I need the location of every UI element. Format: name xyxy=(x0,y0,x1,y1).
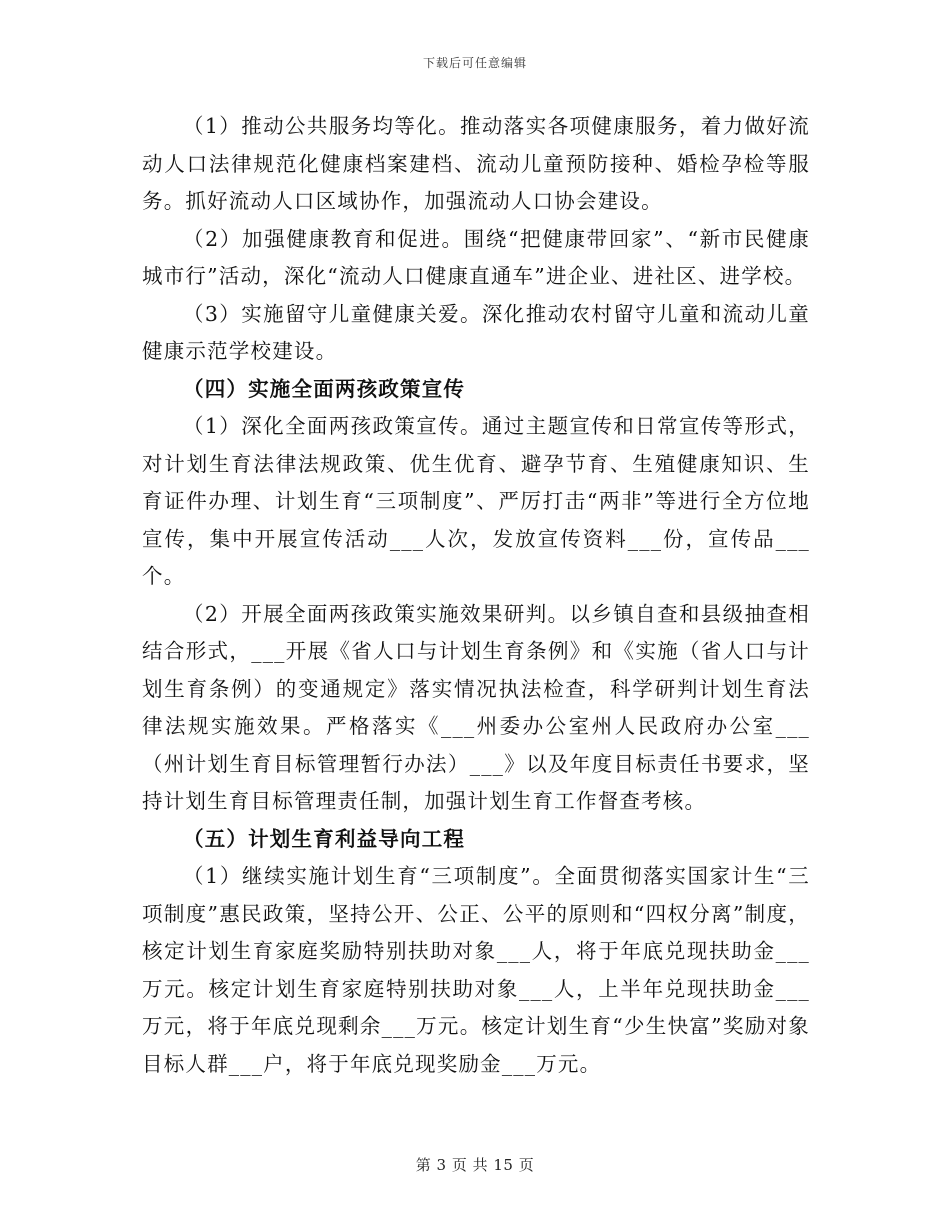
paragraph-public-services: （1）推动公共服务均等化。推动落实各项健康服务，着力做好流动人口法律规范化健康档案建档、流动儿童预防接种、婚检孕检等服务。抓好流动人口区域协作，加强流动人口协会建设。 xyxy=(142,114,810,213)
paragraph-left-behind-children: （3）实施留守儿童健康关爱。深化推动农村留守儿童和流动儿童健康示范学校建设。 xyxy=(142,301,810,363)
paragraph-health-education: （2）加强健康教育和促进。围绕“把健康带回家”、“新市民健康城市行”活动，深化“流动人口健康直通车”进企业、进社区、进学校。 xyxy=(142,226,810,288)
document-body xyxy=(142,108,810,1083)
paragraph-policy-publicity: （1）深化全面两孩政策宣传。通过主题宣传和日常宣传等形式，对计划生育法律法规政策、优生优育、避孕节育、生殖健康知识、生育证件办理、计划生育“三项制度”、严厉打击“两非”等进行全方位地宣传，集中开展宣传活动___人次，发放宣传资料___份，宣传品___个。 xyxy=(142,414,810,588)
paragraph-three-systems: （1）继续实施计划生育“三项制度”。全面贯彻落实国家计生“三项制度”惠民政策，坚持公开、公正、公平的原则和“四权分离”制度，核定计划生育家庭奖励特别扶助对象___人，将于年底兑现扶助金___万元。核定计划生育家庭特别扶助对象___人，上半年兑现扶助金___万元，将于年底兑现剩余___万元。核定计划生育“少生快富”奖励对象目标人群___户，将于年底兑现奖励金___万元。 xyxy=(142,864,810,1076)
section-heading-two-child-policy: （四）实施全面两孩政策宣传 xyxy=(183,376,466,401)
section-heading-incentive-project: （五）计划生育利益导向工程 xyxy=(183,826,466,851)
paragraph-policy-evaluation: （2）开展全面两孩政策实施效果研判。以乡镇自查和县级抽查相结合形式，___开展《省人口与计划生育条例》和《实施（省人口与计划生育条例）的变通规定》落实情况执法检查，科学研判计划生育法律法规实施效果。严格落实《___州委办公室州人民政府办公室___（州计划生育目标管理暂行办法）___》以及年度目标责任书要求，坚持计划生育目标管理责任制，加强计划生育工作督查考核。 xyxy=(142,601,810,813)
page-header: 下载后可任意编辑 xyxy=(422,56,527,70)
page-number: 第 3 页 共 15 页 xyxy=(415,1156,535,1174)
